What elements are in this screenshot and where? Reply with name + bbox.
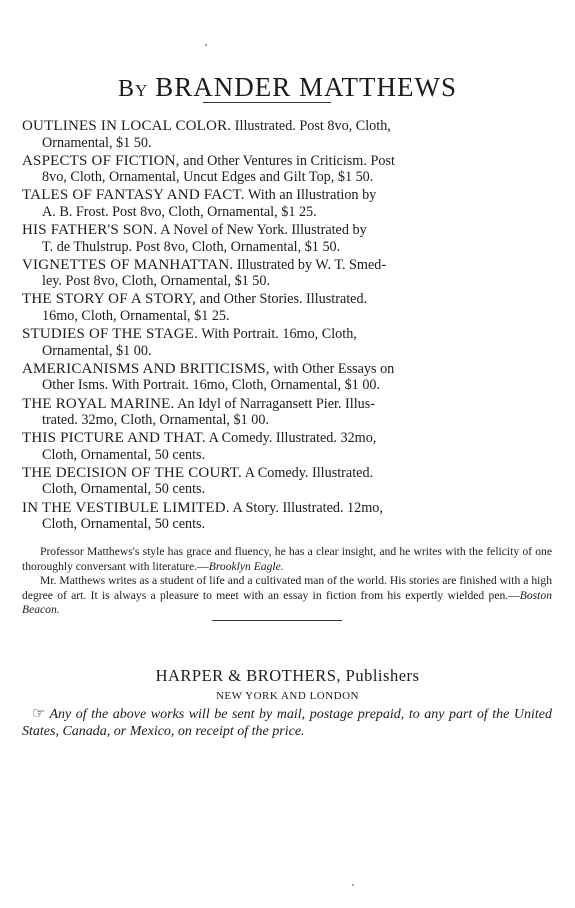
- book-list: [22, 118, 552, 534]
- heading-rule: [203, 102, 331, 103]
- book-title: TALES OF FANTASY AND FACT.: [22, 187, 245, 204]
- book-details: and Other Ventures in Criticism. Post: [179, 152, 395, 169]
- book-details: A Story. Illustrated. 12mo,: [229, 499, 383, 516]
- book-details: An Idyl of Narragansett Pier. Illus-: [174, 395, 375, 412]
- book-details-cont: Ornamental, $1 50.: [42, 134, 152, 151]
- book-entry: [22, 500, 552, 533]
- book-entry: [22, 222, 552, 255]
- book-entry: [22, 326, 552, 359]
- book-title: AMERICANISMS AND BRITICISMS,: [22, 360, 270, 377]
- reviews-rule: [212, 620, 342, 621]
- book-entry: [22, 361, 552, 394]
- book-title: THE ROYAL MARINE.: [22, 395, 175, 412]
- heading-by: By: [117, 76, 149, 102]
- book-details-cont: 16mo, Cloth, Ornamental, $1 25.: [42, 308, 230, 325]
- book-entry: [22, 465, 552, 498]
- publisher-city: NEW YORK AND LONDON: [215, 690, 360, 702]
- book-title: THE DECISION OF THE COURT.: [22, 464, 242, 481]
- book-details-cont: A. B. Frost. Post 8vo, Cloth, Ornamental, $1 25.: [42, 203, 317, 220]
- book-details-cont: Cloth, Ornamental, 50 cents.: [42, 516, 206, 533]
- book-details-cont: Ornamental, $1 00.: [42, 342, 152, 359]
- book-title: IN THE VESTIBULE LIMITED.: [22, 499, 230, 516]
- book-details-cont: Cloth, Ornamental, 50 cents.: [42, 446, 206, 463]
- book-entry: [22, 187, 552, 220]
- mail-notice: [22, 706, 552, 740]
- review-text: Mr. Matthews writes as a student of life and a cultivated man of the world. His stories are finished with a high degree of art. It is always a pleasure to meet with an essay in fiction from his expertly wielded pen.—: [22, 574, 552, 602]
- book-title: STUDIES OF THE STAGE.: [22, 326, 199, 343]
- publisher-name: HARPER & BROTHERS, Publishers: [155, 666, 420, 685]
- paper-speck: [352, 884, 354, 886]
- book-title: VIGNETTES OF MANHATTAN.: [22, 256, 234, 273]
- paper-speck: [205, 44, 207, 46]
- book-details: A Comedy. Illustrated.: [242, 464, 374, 481]
- book-entry: [22, 291, 552, 324]
- book-entry: [22, 257, 552, 290]
- author-heading: [0, 72, 575, 103]
- book-title: THIS PICTURE AND THAT.: [22, 430, 206, 447]
- book-details-cont: 8vo, Cloth, Ornamental, Uncut Edges and Gilt Top, $1 50.: [42, 169, 374, 186]
- pointing-hand-icon: ☞: [32, 706, 46, 722]
- notice-text: Any of the above works will be sent by mail, postage prepaid, to any part of the United States, Canada, or Mexico, on receipt of the price.: [22, 707, 552, 739]
- review-paragraph: [22, 545, 552, 574]
- book-details: A Novel of New York. Illustrated by: [157, 222, 367, 239]
- press-reviews: [22, 545, 552, 621]
- book-title: ASPECTS OF FICTION,: [22, 152, 180, 169]
- book-details-cont: Other Isms. With Portrait. 16mo, Cloth, Ornamental, $1 00.: [42, 377, 381, 394]
- heading-author: BRANDER MATTHEWS: [155, 72, 458, 102]
- review-text: Professor Matthews's style has grace and fluency, he has a clear insight, and he writes with the felicity of one thoroughly conversant with literature.—: [22, 545, 552, 573]
- book-details-cont: T. de Thulstrup. Post 8vo, Cloth, Ornamental, $1 50.: [42, 238, 341, 255]
- book-details: Illustrated. Post 8vo, Cloth,: [231, 118, 391, 134]
- book-entry: [22, 153, 552, 186]
- book-details: with Other Essays on: [269, 360, 395, 377]
- review-paragraph: [22, 574, 552, 618]
- book-title: OUTLINES IN LOCAL COLOR.: [22, 118, 232, 134]
- book-details-cont: Cloth, Ornamental, 50 cents.: [42, 481, 206, 498]
- book-details-cont: ley. Post 8vo, Cloth, Ornamental, $1 50.: [42, 273, 271, 290]
- book-details-cont: trated. 32mo, Cloth, Ornamental, $1 00.: [42, 412, 269, 429]
- book-title: HIS FATHER'S SON.: [22, 222, 158, 239]
- book-details: and Other Stories. Illustrated.: [196, 291, 368, 308]
- review-source: Boston Beacon.: [22, 588, 552, 617]
- book-title: THE STORY OF A STORY,: [22, 291, 197, 308]
- book-entry: [22, 118, 552, 151]
- review-source: Brooklyn Eagle.: [208, 559, 284, 573]
- book-details: With Portrait. 16mo, Cloth,: [198, 326, 357, 343]
- book-details: Illustrated by W. T. Smed-: [233, 256, 387, 273]
- book-details: A Comedy. Illustrated. 32mo,: [205, 430, 377, 447]
- book-entry: [22, 430, 552, 463]
- book-entry: [22, 396, 552, 429]
- book-details: With an Illustration by: [244, 187, 377, 204]
